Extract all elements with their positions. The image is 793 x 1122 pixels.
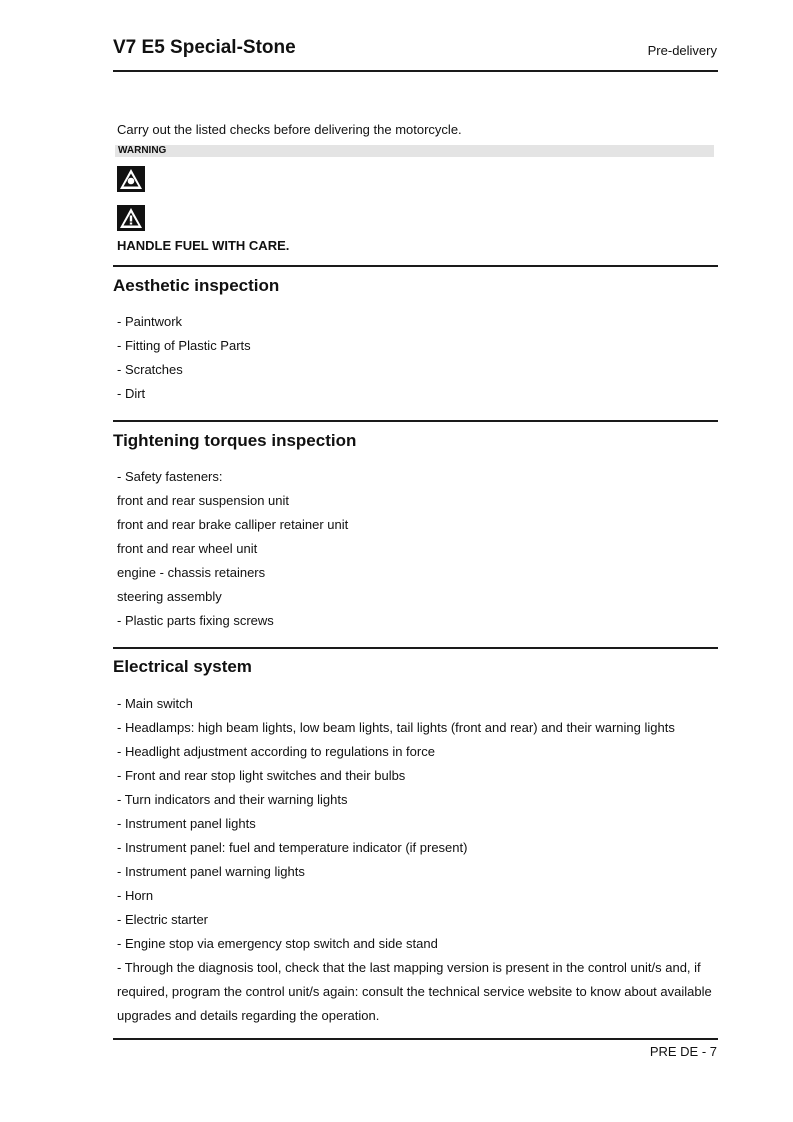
warning-bar [115, 145, 714, 157]
list-item: - Headlight adjustment according to regulations in force [117, 744, 435, 759]
aesthetic-heading: Aesthetic inspection [113, 276, 280, 295]
list-item: - Instrument panel: fuel and temperature indicator (if present) [117, 840, 468, 855]
fuel-caution-text: HANDLE FUEL WITH CARE. [117, 238, 290, 253]
electrical-heading: Electrical system [113, 657, 252, 676]
list-item: front and rear brake calliper retainer unit [117, 517, 349, 532]
list-item: front and rear suspension unit [117, 493, 289, 508]
general-warning-icon [117, 205, 145, 231]
list-item: - Scratches [117, 362, 183, 377]
fire-hazard-warning-icon [117, 166, 145, 192]
list-item: - Plastic parts fixing screws [117, 613, 274, 628]
list-item: - Paintwork [117, 314, 183, 329]
list-item: - Horn [117, 888, 154, 903]
intro-text: Carry out the listed checks before delivering the motorcycle. [117, 122, 462, 137]
torques-heading: Tightening torques inspection [113, 431, 357, 450]
list-item: - Front and rear stop light switches and their bulbs [117, 768, 406, 783]
list-item: front and rear wheel unit [117, 541, 258, 556]
section-divider [113, 265, 718, 267]
list-item: - Headlamps: high beam lights, low beam lights, tail lights (front and rear) and their warning lights [117, 720, 675, 735]
list-item: - Fitting of Plastic Parts [117, 338, 251, 353]
list-item: required, program the control unit/s again: consult the technical service website to know about available [117, 984, 712, 999]
page-number: PRE DE - 7 [649, 1044, 717, 1059]
section-divider [113, 420, 718, 422]
list-item: - Electric starter [117, 912, 209, 927]
footer-divider [113, 1038, 718, 1040]
list-item: - Safety fasteners: [117, 469, 223, 484]
list-item: upgrades and details regarding the operation. [117, 1008, 380, 1023]
warning-label: WARNING [118, 145, 167, 156]
list-item: - Engine stop via emergency stop switch and side stand [117, 936, 438, 951]
document-title: V7 E5 Special-Stone [113, 37, 296, 58]
list-item: engine - chassis retainers [117, 565, 266, 580]
section-label: Pre-delivery [647, 43, 717, 58]
list-item: - Dirt [117, 386, 146, 401]
list-item: - Instrument panel lights [117, 816, 256, 831]
list-item: steering assembly [117, 589, 222, 604]
section-divider [113, 647, 718, 649]
list-item: - Instrument panel warning lights [117, 864, 305, 879]
header-divider [113, 70, 718, 72]
list-item: - Main switch [117, 696, 193, 711]
list-item: - Through the diagnosis tool, check that the last mapping version is present in the control unit/s and, if [117, 960, 701, 975]
list-item: - Turn indicators and their warning lights [117, 792, 348, 807]
